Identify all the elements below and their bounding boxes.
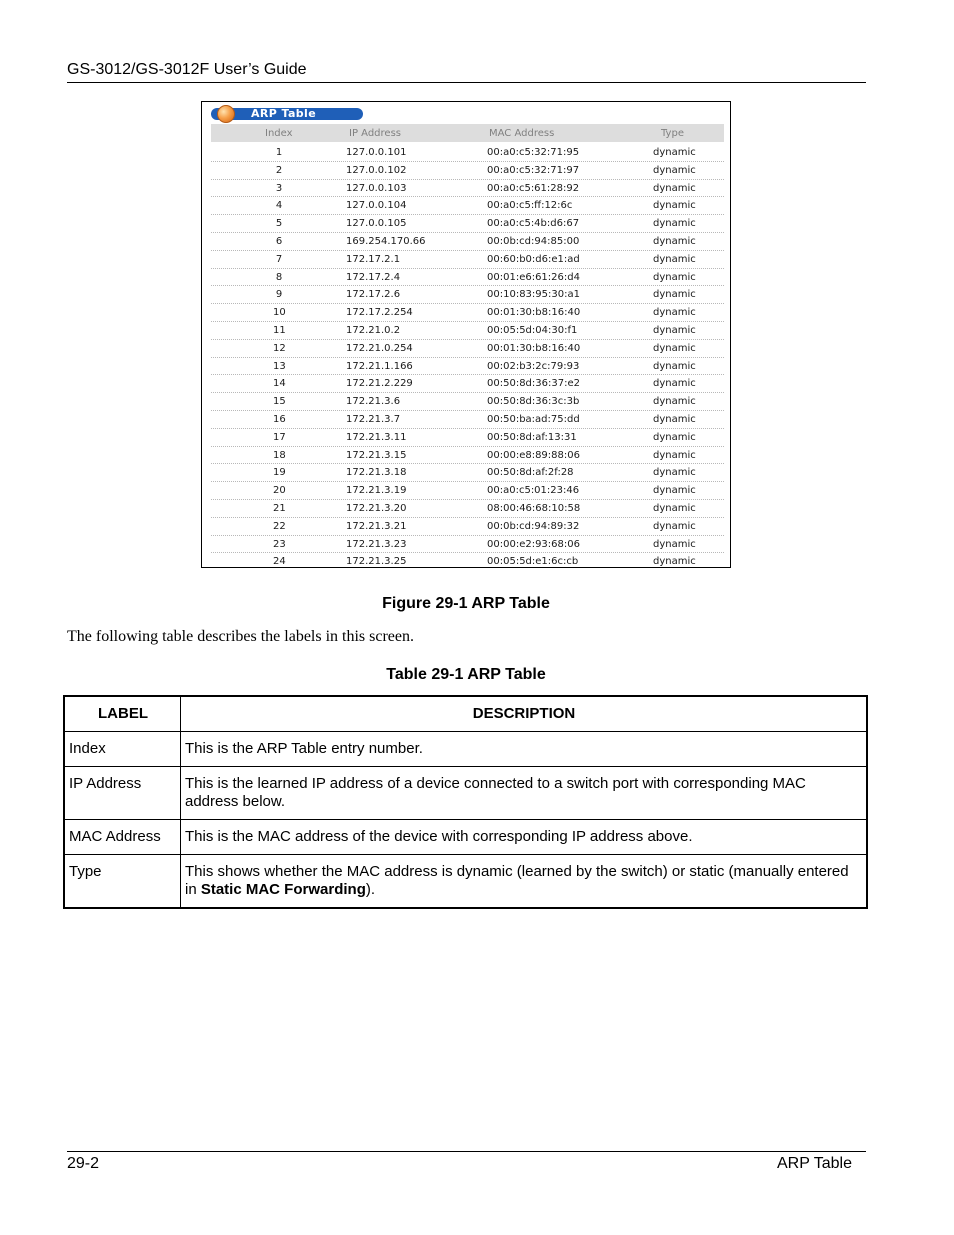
arp-ip-address: 172.17.2.4: [346, 271, 401, 283]
arp-ip-address: 172.21.0.2: [346, 324, 401, 336]
table-row: [64, 767, 867, 820]
table-row: [211, 197, 724, 215]
arp-ip-address: 127.0.0.102: [346, 164, 407, 176]
table-row: [211, 286, 724, 304]
arp-mac-address: 00:00:e8:89:88:06: [487, 449, 580, 461]
table-row: [211, 375, 724, 393]
arp-ip-address: 169.254.170.66: [346, 235, 426, 247]
arp-ip-address: 127.0.0.104: [346, 200, 407, 212]
arp-type: dynamic: [653, 467, 696, 479]
arp-rows: [211, 144, 724, 568]
table-row: [211, 358, 724, 376]
row-description: This is the learned IP address of a device connected to a switch port with corresponding MAC address below.: [181, 767, 868, 820]
arp-index: 8: [275, 271, 283, 283]
arp-mac-address: 00:a0:c5:61:28:92: [487, 182, 580, 194]
table-row: [64, 820, 867, 855]
row-description: This is the ARP Table entry number.: [181, 732, 868, 767]
table-row: [211, 393, 724, 411]
arp-type: dynamic: [653, 164, 696, 176]
arp-mac-address: 00:a0:c5:32:71:95: [487, 147, 580, 158]
row-label: IP Address: [64, 767, 181, 820]
column-header-row: [211, 124, 724, 142]
arp-type: dynamic: [653, 182, 696, 194]
page-footer: [67, 1151, 866, 1176]
arp-mac-address: 00:0b:cd:94:89:32: [487, 520, 580, 532]
row-label: MAC Address: [64, 820, 181, 855]
table-row: [211, 464, 724, 482]
arp-index: 10: [273, 307, 286, 319]
arp-index: 17: [273, 431, 286, 443]
arp-index: 11: [273, 324, 286, 336]
table-caption: Table 29-1 ARP Table: [386, 666, 546, 683]
arp-ip-address: 172.21.1.166: [346, 360, 413, 372]
table-row: [211, 322, 724, 340]
table-row: [211, 553, 724, 568]
arp-ip-address: 127.0.0.103: [346, 182, 407, 194]
arp-ip-address: 172.17.2.1: [346, 253, 401, 265]
arp-type: dynamic: [653, 200, 696, 212]
arp-mac-address: 00:0b:cd:94:85:00: [487, 235, 580, 247]
arp-index: 16: [273, 413, 286, 425]
arp-type: dynamic: [653, 218, 696, 230]
table-row: [211, 340, 724, 358]
arp-type: dynamic: [653, 253, 696, 265]
arp-mac-address: 00:50:8d:36:3c:3b: [487, 396, 580, 408]
arp-ip-address: 172.21.3.23: [346, 538, 407, 550]
arp-ip-address: 172.21.3.11: [346, 431, 407, 443]
arp-ip-address: 172.17.2.254: [346, 307, 413, 319]
figure-caption: Figure 29-1 ARP Table: [382, 595, 550, 612]
column-header-ip: IP Address: [349, 128, 401, 139]
arp-ip-address: 172.21.3.19: [346, 485, 407, 497]
table-header-row: [64, 696, 867, 732]
arp-type: dynamic: [653, 413, 696, 425]
arp-type: dynamic: [653, 147, 696, 158]
row-description: [181, 855, 868, 909]
arp-index: 24: [273, 556, 286, 568]
arp-mac-address: 00:50:ba:ad:75:dd: [487, 413, 580, 425]
table-row: [211, 447, 724, 465]
arp-type: dynamic: [653, 538, 696, 550]
table-row: [211, 180, 724, 198]
arp-index: 1: [275, 147, 283, 158]
arp-type: dynamic: [653, 520, 696, 532]
arp-mac-address: 00:01:30:b8:16:40: [487, 342, 581, 354]
table-row: [211, 429, 724, 447]
row-label: Type: [64, 855, 181, 909]
arp-mac-address: 00:50:8d:36:37:e2: [487, 378, 580, 390]
arp-type: dynamic: [653, 449, 696, 461]
arp-index: 20: [273, 485, 286, 497]
arp-type: dynamic: [653, 360, 696, 372]
arp-ip-address: 127.0.0.105: [346, 218, 407, 230]
table-row: [211, 215, 724, 233]
arp-index: 13: [273, 360, 286, 372]
arp-index: 6: [275, 235, 283, 247]
arp-type: dynamic: [653, 342, 696, 354]
header-label: LABEL: [64, 696, 181, 732]
arp-index: 15: [273, 396, 286, 408]
description-text: This shows whether the MAC address is dynamic (learned by the switch) or static (manually entered in: [185, 863, 849, 898]
arp-index: 12: [273, 342, 286, 354]
arp-mac-address: 00:a0:c5:ff:12:6c: [487, 200, 573, 212]
table-row: [64, 732, 867, 767]
arp-mac-address: 00:00:e2:93:68:06: [487, 538, 580, 550]
arp-mac-address: 00:10:83:95:30:a1: [487, 289, 580, 301]
table-row: [211, 536, 724, 554]
arp-mac-address: 00:02:b3:2c:79:93: [487, 360, 580, 372]
arp-mac-address: 00:a0:c5:4b:d6:67: [487, 218, 580, 230]
arp-mac-address: 00:a0:c5:32:71:97: [487, 164, 580, 176]
arp-mac-address: 00:01:30:b8:16:40: [487, 307, 581, 319]
arp-index: 21: [273, 502, 286, 514]
arp-type: dynamic: [653, 431, 696, 443]
arp-type: dynamic: [653, 378, 696, 390]
table-row: [211, 500, 724, 518]
arp-type: dynamic: [653, 485, 696, 497]
arp-ip-address: 172.21.3.7: [346, 413, 401, 425]
arp-index: 2: [275, 164, 283, 176]
table-row: [211, 411, 724, 429]
screen-title: ARP Table: [251, 107, 317, 120]
arp-ip-address: 172.17.2.6: [346, 289, 401, 301]
guide-title: GS-3012/GS-3012F User’s Guide: [67, 61, 307, 78]
table-row: [211, 251, 724, 269]
table-row: [211, 482, 724, 500]
arp-ip-address: 172.21.3.20: [346, 502, 407, 514]
arp-ip-address: 127.0.0.101: [346, 147, 407, 158]
arp-type: dynamic: [653, 502, 696, 514]
arp-ip-address: 172.21.3.6: [346, 396, 401, 408]
arp-type: dynamic: [653, 396, 696, 408]
table-row: [211, 518, 724, 536]
arp-index: 22: [273, 520, 286, 532]
arp-index: 9: [275, 289, 283, 301]
page-header: [67, 60, 866, 83]
arp-ip-address: 172.21.2.229: [346, 378, 413, 390]
header-description: DESCRIPTION: [181, 696, 868, 732]
chapter-name: ARP Table: [776, 1155, 852, 1172]
label-description-table: [63, 695, 868, 909]
arp-index: 4: [275, 200, 283, 212]
arp-type: dynamic: [653, 307, 696, 319]
table-row: [211, 144, 724, 162]
table-row: [211, 269, 724, 287]
table-row: [211, 162, 724, 180]
arp-index: 14: [273, 378, 286, 390]
row-label: Index: [64, 732, 181, 767]
arp-mac-address: 00:a0:c5:01:23:46: [487, 485, 580, 497]
arp-index: 18: [273, 449, 286, 461]
arp-ip-address: 172.21.3.15: [346, 449, 407, 461]
arp-type: dynamic: [653, 324, 696, 336]
table-row: [211, 233, 724, 251]
arp-index: 23: [273, 538, 286, 550]
arp-type: dynamic: [653, 289, 696, 301]
arp-ip-address: 172.21.0.254: [346, 342, 413, 354]
arp-table-screenshot: [201, 101, 731, 568]
arp-mac-address: 00:60:b0:d6:e1:ad: [487, 253, 580, 265]
column-header-mac: MAC Address: [489, 128, 555, 139]
column-header-index: Index: [265, 128, 293, 139]
arp-mac-address: 00:05:5d:e1:6c:cb: [487, 556, 579, 568]
row-description: This is the MAC address of the device with corresponding IP address above.: [181, 820, 868, 855]
arp-ip-address: 172.21.3.18: [346, 467, 407, 479]
arp-index: 7: [275, 253, 283, 265]
arp-index: 3: [275, 182, 283, 194]
arp-mac-address: 00:50:8d:af:13:31: [487, 431, 577, 443]
arp-mac-address: 00:01:e6:61:26:d4: [487, 271, 580, 283]
column-header-type: Type: [661, 128, 684, 139]
arp-index: 19: [273, 467, 286, 479]
description-text-end: ).: [365, 881, 376, 898]
menu-reference: Static MAC Forwarding: [200, 881, 366, 898]
table-row: [64, 855, 867, 909]
table-row: [211, 304, 724, 322]
arp-ip-address: 172.21.3.25: [346, 556, 407, 568]
orb-icon: [217, 105, 235, 123]
arp-mac-address: 00:05:5d:04:30:f1: [487, 324, 578, 336]
intro-paragraph: The following table describes the labels in this screen.: [67, 628, 415, 645]
arp-type: dynamic: [653, 271, 696, 283]
arp-mac-address: 00:50:8d:af:2f:28: [487, 467, 574, 479]
arp-mac-address: 08:00:46:68:10:58: [487, 502, 581, 514]
arp-ip-address: 172.21.3.21: [346, 520, 407, 532]
arp-index: 5: [275, 218, 283, 230]
arp-type: dynamic: [653, 556, 696, 568]
arp-type: dynamic: [653, 235, 696, 247]
page-number: 29-2: [67, 1155, 100, 1172]
